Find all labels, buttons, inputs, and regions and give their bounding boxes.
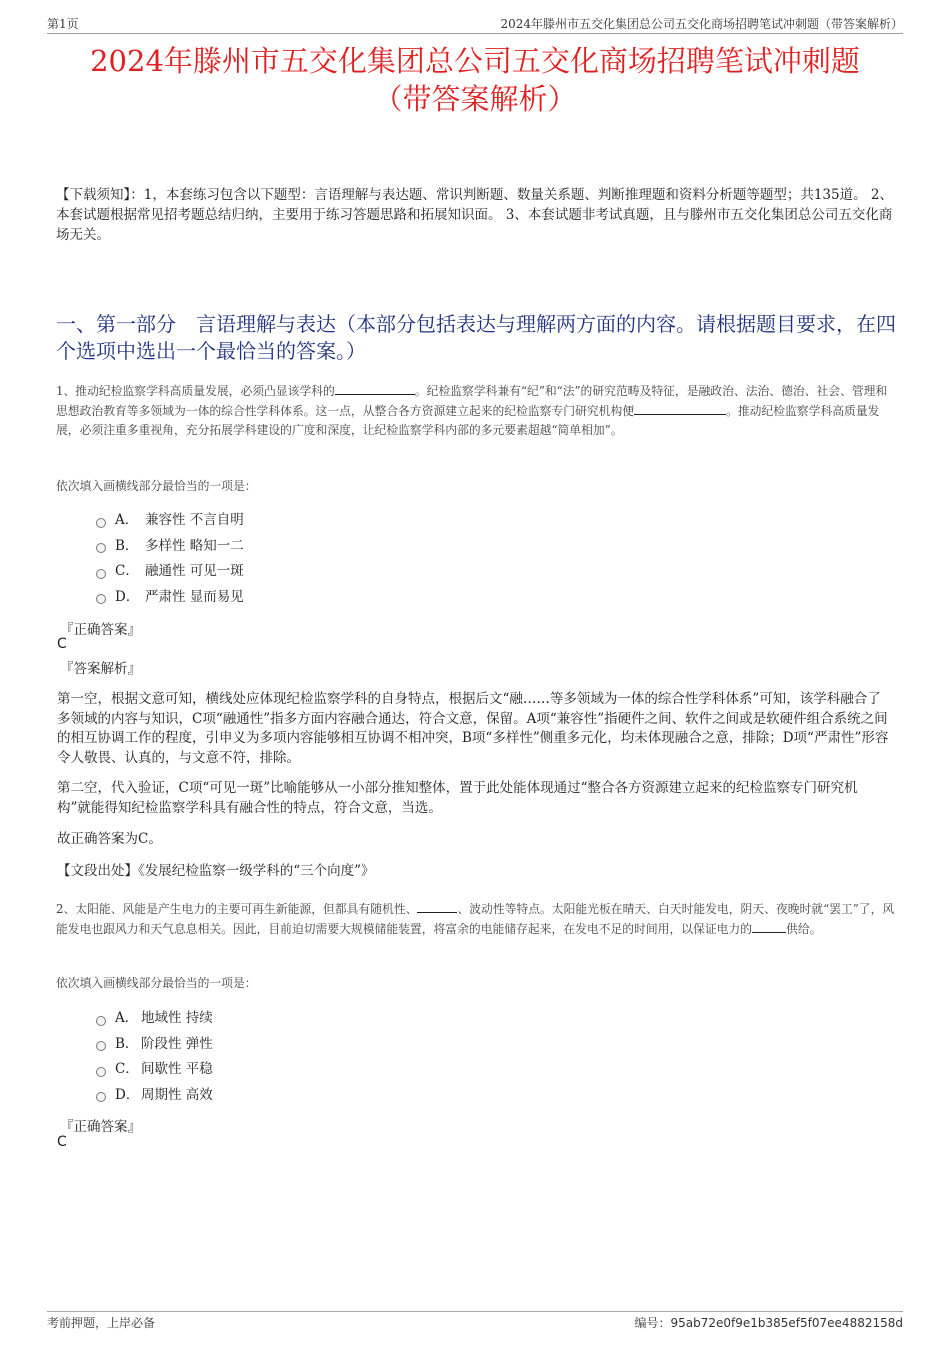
question-1-text	[56, 382, 898, 441]
question-1-analysis-label: 『答案解析』	[60, 661, 141, 677]
question-1-analysis-paragraph-2: 第二空，代入验证，C项“可见一斑”比喻能够从一小部分推知整体，置于此处能体现通过“整合各方资源建立起来的纪检监察专门研究机构”就能得知纪检监察学科具有融合性的特点，符合文意，当选。	[57, 780, 858, 816]
question-2-part1: 2、太阳能、风能是产生电力的主要可再生新能源，但都具有随机性、	[56, 902, 418, 916]
question-1-blank-1	[335, 382, 415, 395]
footer-code-value: 95ab72e0f9e1b385ef5f07ee4882158d	[670, 1316, 903, 1330]
radio-icon[interactable]	[96, 594, 106, 604]
question-2-part2: 、波动性等特点。太阳能光板在晴天、白天时能发电，阴天、夜晚时就“罢工”了，风能发电也跟风力和天气息息相关。因此，目前迫切需要大规模储能装置，将富余的电能储存起来，在发电不足的时间用，以保证电力的	[56, 902, 895, 936]
document-title	[40, 42, 910, 118]
question-2-prompt: 依次填入画横线部分最恰当的一项是：	[56, 976, 257, 990]
question-2-option-b[interactable]: B． 阶段性 弹性	[96, 1032, 213, 1058]
question-1-part1: 1、推动纪检监察学科高质量发展，必须凸显该学科的	[56, 384, 335, 398]
page-number: 第1页	[47, 17, 79, 31]
question-2-option-d[interactable]: D． 周期性 高效	[96, 1083, 213, 1109]
question-2-part3: 供给。	[786, 921, 822, 936]
question-1-blank-2	[634, 402, 726, 415]
question-1-option-a[interactable]: A． 兼容性 不言自明	[96, 508, 244, 534]
question-1-analysis-conclusion: 故正确答案为C。	[57, 831, 162, 847]
question-1-part3: 。推动纪检监察学科高质量发展，必须注重多重视角，充分拓展学科建设的广度和深度，让纪检监察学科内部的多元要素超越“简单相加”。	[56, 403, 880, 437]
radio-icon[interactable]	[96, 518, 106, 528]
radio-icon[interactable]	[96, 1067, 106, 1077]
footer-code-label: 编号：	[634, 1316, 671, 1330]
question-2-options	[96, 1006, 213, 1108]
question-2-answer: C	[57, 1134, 67, 1150]
question-1-analysis-paragraph-1: 第一空，根据文意可知，横线处应体现纪检监察学科的自身特点，根据后文“融……等多领域为一体的综合性学科体系”可知，该学科融合了多领域的内容与知识，C项“融通性”指多方面内容融合通达，符合文意，保留。A项“兼容性”指硬件之间、软件之间或是软硬件组合系统之间的相互协调工作的程度，引申义为多项内容能够相互协调不相冲突，B项“多样性”侧重多元化，均未体现融合之意，排除；D项“严肃性”形容令人敬畏、认真的，与文意不符，排除。	[57, 691, 889, 766]
question-2-blank-1	[417, 900, 457, 913]
question-1-answer: C	[57, 636, 67, 652]
header-divider	[47, 33, 903, 34]
footer-divider	[47, 1311, 903, 1312]
radio-icon[interactable]	[96, 543, 106, 553]
question-2-text	[56, 900, 898, 939]
question-2-blank-2	[752, 920, 786, 933]
document-title-line2: （带答案解析）	[373, 82, 577, 116]
radio-icon[interactable]	[96, 1092, 106, 1102]
question-1-source: 【文段出处】《发展纪检监察一级学科的“三个向度”》	[57, 863, 375, 879]
question-1-option-d[interactable]: D． 严肃性 显而易见	[96, 585, 244, 611]
footer-slogan: 考前押题，上岸必备	[47, 1316, 156, 1330]
question-2-correct-label: 『正确答案』	[60, 1119, 141, 1135]
running-header-title: 2024年滕州市五交化集团总公司五交化商场招聘笔试冲刺题（带答案解析）	[500, 17, 903, 31]
footer-document-code	[634, 1314, 903, 1331]
question-1-option-b[interactable]: B． 多样性 略知一二	[96, 534, 244, 560]
section-heading: 一、第一部分 言语理解与表达（本部分包括表达与理解两方面的内容。请根据题目要求，在四个选项中选出一个最恰当的答案。）	[56, 312, 896, 363]
question-2-option-a[interactable]: A． 地域性 持续	[96, 1006, 213, 1032]
question-1-prompt: 依次填入画横线部分最恰当的一项是：	[56, 479, 257, 493]
question-1-options	[96, 508, 244, 610]
question-2-option-c[interactable]: C． 间歇性 平稳	[96, 1057, 213, 1083]
radio-icon[interactable]	[96, 1041, 106, 1051]
question-1-option-c[interactable]: C． 融通性 可见一斑	[96, 559, 244, 585]
radio-icon[interactable]	[96, 569, 106, 579]
download-notice: 【下载须知】：1，本套练习包含以下题型：言语理解与表达题、常识判断题、数量关系题、判断推理题和资料分析题等题型；共135道。 2、本套试题根据常见招考题总结归纳，主要用于练习答题思路和拓展知识面。 3、本套试题非考试真题，且与滕州市五交化集团总公司五交化商场无关。	[56, 187, 893, 243]
question-1-correct-label: 『正确答案』	[60, 622, 141, 638]
radio-icon[interactable]	[96, 1016, 106, 1026]
document-title-line1: 2024年滕州市五交化集团总公司五交化商场招聘笔试冲刺题	[90, 44, 860, 78]
question-1-part2: 。纪检监察学科兼有“纪”和“法”的研究范畴及特征，是融政治、法治、德治、社会、管理和思想政治教育等多领域为一体的综合性学科体系。这一点，从整合各方资源建立起来的纪检监察专门研究机构便	[56, 384, 888, 418]
